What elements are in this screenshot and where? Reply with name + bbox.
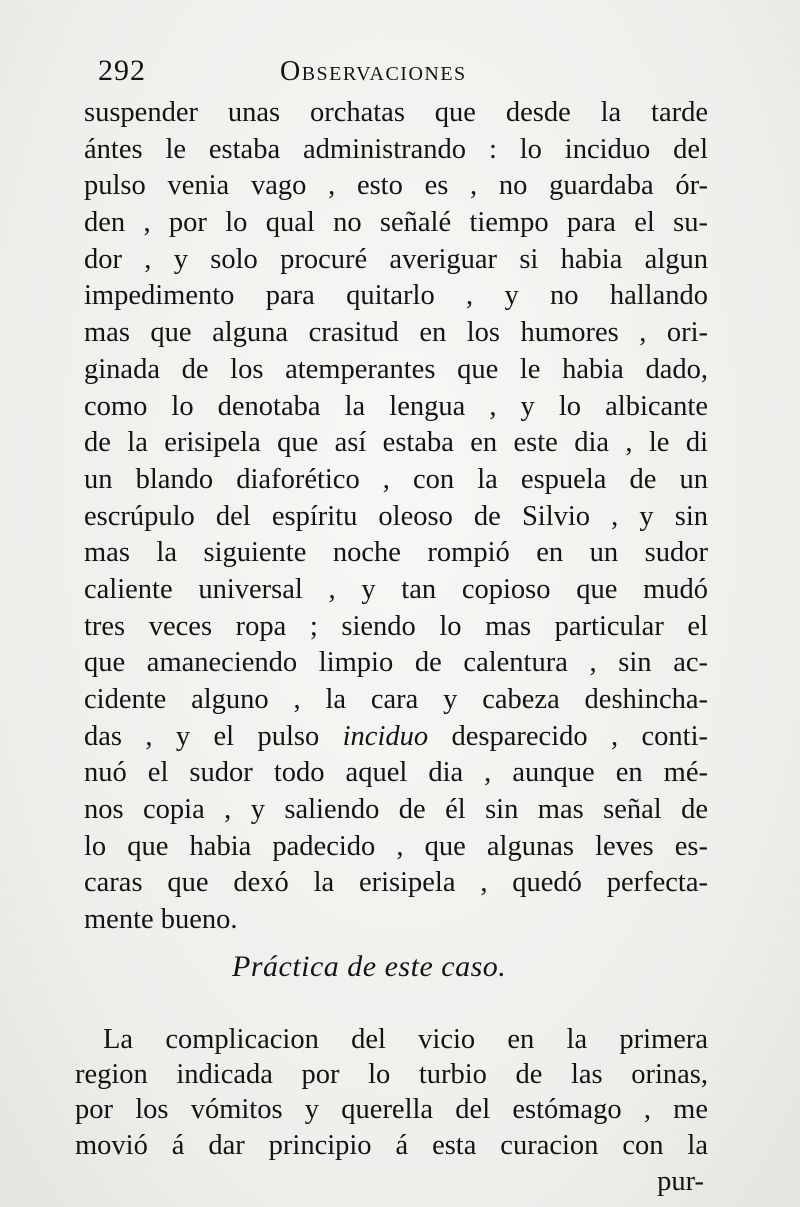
page-number: 292 [98,54,146,87]
paragraph-2 [75,1022,708,1163]
text-line: un blando diaforético , con la espuela de un [84,463,708,495]
text-line: tres veces ropa ; siendo lo mas particular el [84,610,708,642]
text-segment: das , y el pulso [84,720,343,752]
text-line: ántes le estaba administrando : lo inciduo del [84,133,708,165]
text-line: de la erisipela que así estaba en este dia , le di [84,427,708,459]
text-line: lo que habia padecido , que algunas leves es- [84,830,708,862]
text-line: que amaneciendo limpio de calentura , sin ac- [84,647,708,679]
text-segment: desparecido , conti- [428,720,709,752]
text-line: nos copia , y saliendo de él sin mas señal de [84,794,708,826]
text-line: ginada de los atemperantes que le habia dado, [84,353,708,385]
italic-term: inciduo [342,720,429,752]
text-line: nuó el sudor todo aquel dia , aunque en mé- [84,757,708,789]
text-line: pulso venia vago , esto es , no guardaba ór- [84,170,708,202]
text-line: region indicada por lo turbio de las orinas, [75,1059,708,1091]
paragraph-1 [84,95,708,939]
running-head: Observaciones [280,56,467,87]
text-line: escrúpulo del espíritu oleoso de Silvio , y sin [84,500,708,532]
text-line: suspender unas orchatas que desde la tarde [84,97,708,128]
page-header [98,50,708,92]
section-heading: Práctica de este caso. [232,950,507,983]
catchword: pur- [657,1166,704,1197]
text-line: caras que dexó la erisipela , quedó perfecta- [84,867,708,899]
text-line: por los vómitos y querella del estómago , me [75,1094,708,1126]
text-line: dor , y solo procuré averiguar si habia algun [84,243,708,275]
text-line: La complicacion del vicio en la primera [103,1024,708,1055]
text-line: den , por lo qual no señalé tiempo para el su- [84,207,708,239]
text-line: mas que alguna crasitud en los humores , ori- [84,317,708,349]
text-line-with-italic [84,719,708,756]
text-line: mas la siguiente noche rompió en un sudor [84,537,708,569]
text-line: como lo denotaba la lengua , y lo albicante [84,390,708,422]
text-line: impedimento para quitarlo , y no hallando [84,280,708,312]
text-line: movió á dar principio á esta curacion con la [75,1129,708,1161]
text-line: mente bueno. [84,904,238,936]
text-line: caliente universal , y tan copioso que mudó [84,573,708,605]
text-line: cidente alguno , la cara y cabeza deshincha- [84,684,708,715]
